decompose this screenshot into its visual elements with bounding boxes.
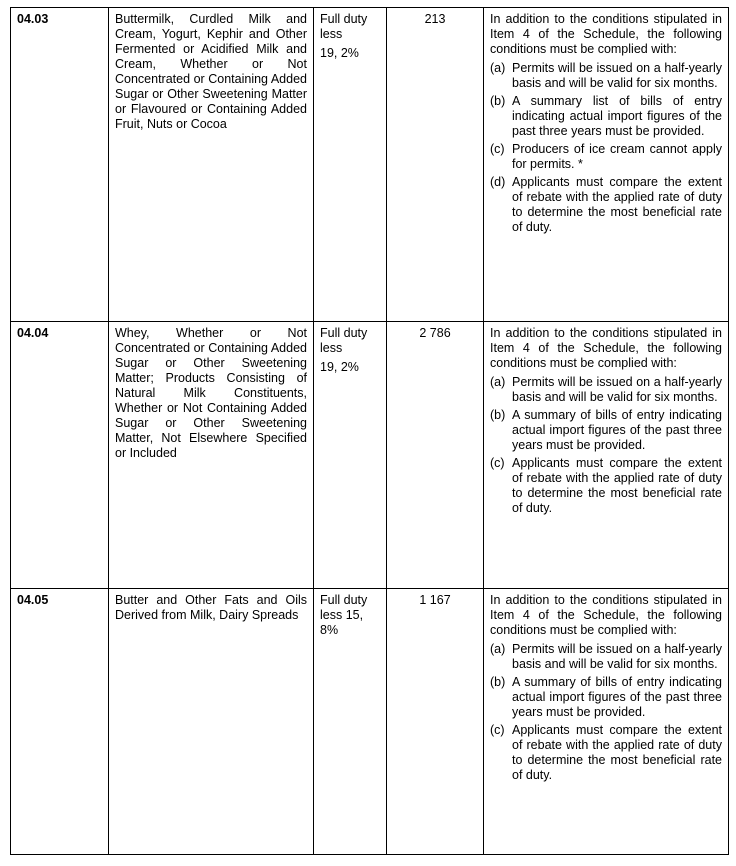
condition-text: A summary of bills of entry indicating actual import figures of the past three years must be provided.	[512, 408, 722, 452]
condition-text: Applicants must compare the extent of rebate with the applied rate of duty to determine the most beneficial rate of duty.	[512, 175, 722, 234]
table-row	[11, 322, 729, 589]
quantity-value: 213	[387, 8, 484, 322]
condition-text: Permits will be issued on a half-yearly basis and will be valid for six months.	[512, 61, 722, 90]
list-item	[490, 94, 722, 139]
duty-line: less 15, 8%	[320, 608, 364, 637]
condition-text: Applicants must compare the extent of rebate with the applied rate of duty to determine the most beneficial rate of duty.	[512, 456, 722, 515]
rebate-duty	[314, 322, 387, 589]
list-item	[490, 142, 722, 172]
duty-line: Full duty	[320, 12, 368, 26]
conditions-cell	[484, 8, 729, 322]
tariff-code: 04.03	[11, 8, 109, 322]
table-row	[11, 8, 729, 322]
condition-label: (a)	[490, 642, 506, 656]
rebate-schedule-table	[10, 7, 729, 855]
condition-label: (c)	[490, 142, 505, 156]
condition-label: (c)	[490, 723, 505, 737]
condition-text: Permits will be issued on a half-yearly basis and will be valid for six months.	[512, 375, 722, 404]
product-description: Whey, Whether or Not Concentrated or Containing Added Sugar or Other Sweetening Matter; Products Consisting of Natural Milk Constituents, Whether or Not Containing Added Sugar or Other Sweetening Matter, Not Elsewhere Specified or Included	[109, 322, 314, 589]
list-item	[490, 456, 722, 516]
list-item	[490, 642, 722, 672]
conditions-list	[490, 375, 722, 516]
condition-label: (c)	[490, 456, 505, 470]
list-item	[490, 408, 722, 453]
condition-label: (d)	[490, 175, 506, 189]
list-item	[490, 375, 722, 405]
quantity-value: 1 167	[387, 589, 484, 855]
table-row	[11, 589, 729, 855]
condition-text: A summary of bills of entry indicating actual import figures of the past three years must be provided.	[512, 675, 722, 719]
duty-line: less	[320, 341, 343, 355]
list-item	[490, 61, 722, 91]
conditions-intro: In addition to the conditions stipulated in Item 4 of the Schedule, the following conditions must be complied with:	[490, 12, 722, 56]
duty-line: 19, 2%	[320, 360, 359, 374]
condition-label: (b)	[490, 675, 506, 689]
conditions-intro: In addition to the conditions stipulated in Item 4 of the Schedule, the following conditions must be complied with:	[490, 326, 722, 370]
condition-label: (b)	[490, 94, 506, 108]
conditions-cell	[484, 322, 729, 589]
list-item	[490, 723, 722, 783]
conditions-list	[490, 61, 722, 235]
condition-label: (a)	[490, 375, 506, 389]
duty-line: Full duty	[320, 326, 368, 340]
duty-line: 19, 2%	[320, 46, 359, 60]
tariff-code: 04.05	[11, 589, 109, 855]
rebate-duty	[314, 589, 387, 855]
duty-line: less	[320, 27, 343, 41]
conditions-intro: In addition to the conditions stipulated in Item 4 of the Schedule, the following conditions must be complied with:	[490, 593, 722, 637]
condition-text: Producers of ice cream cannot apply for permits. *	[512, 142, 722, 171]
condition-text: Permits will be issued on a half-yearly basis and will be valid for six months.	[512, 642, 722, 671]
condition-text: Applicants must compare the extent of rebate with the applied rate of duty to determine the most beneficial rate of duty.	[512, 723, 722, 782]
condition-label: (b)	[490, 408, 506, 422]
rebate-duty	[314, 8, 387, 322]
product-description: Butter and Other Fats and Oils Derived from Milk, Dairy Spreads	[109, 589, 314, 855]
list-item	[490, 175, 722, 235]
list-item	[490, 675, 722, 720]
conditions-list	[490, 642, 722, 783]
conditions-cell	[484, 589, 729, 855]
condition-text: A summary list of bills of entry indicating actual import figures of the past three years must be provided.	[512, 94, 722, 138]
duty-line: Full duty	[320, 593, 368, 607]
quantity-value: 2 786	[387, 322, 484, 589]
product-description: Buttermilk, Curdled Milk and Cream, Yogurt, Kephir and Other Fermented or Acidified Milk and Cream, Whether or Not Concentrated or Containing Added Sugar or Other Sweetening Matter or Flavoured or Containing Added Fruit, Nuts or Cocoa	[109, 8, 314, 322]
condition-label: (a)	[490, 61, 506, 75]
tariff-code: 04.04	[11, 322, 109, 589]
